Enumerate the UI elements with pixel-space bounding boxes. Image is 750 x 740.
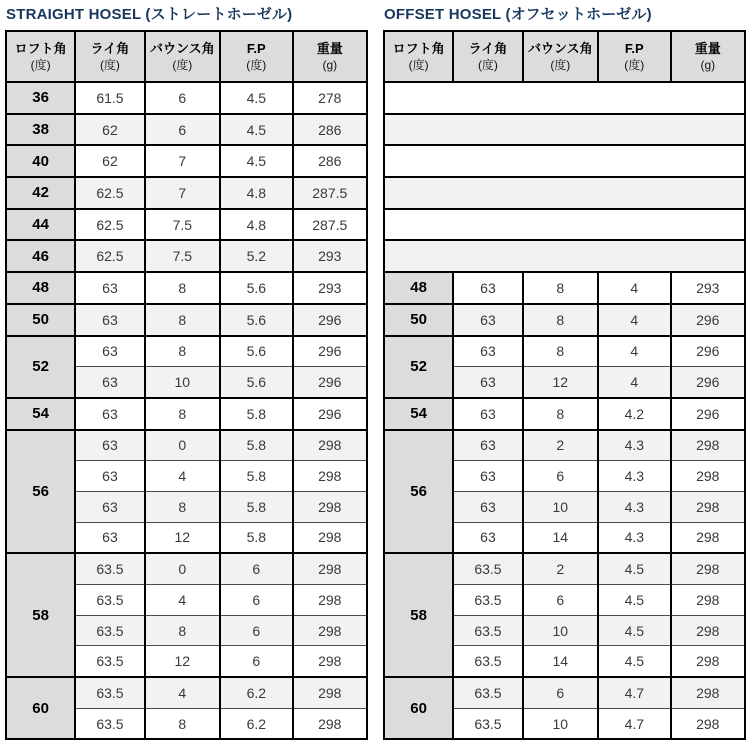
table-row bbox=[6, 430, 367, 461]
table-row bbox=[6, 304, 367, 336]
spec-cell-weight: 298 bbox=[293, 522, 367, 553]
table-row bbox=[6, 398, 367, 430]
spec-cell-bounce: 7.5 bbox=[145, 209, 220, 241]
spec-cell-fp: 6.2 bbox=[220, 708, 293, 739]
empty-row bbox=[384, 209, 745, 241]
loft-cell: 50 bbox=[384, 304, 453, 336]
spec-cell-bounce: 8 bbox=[145, 615, 220, 646]
spec-cell-weight: 296 bbox=[671, 367, 745, 398]
spec-cell-weight: 298 bbox=[293, 585, 367, 616]
column-header-unit: (度) bbox=[99, 58, 120, 72]
column-header-label: バウンス角 bbox=[528, 41, 593, 56]
spec-cell-fp: 4.7 bbox=[598, 708, 671, 739]
column-header-label: ライ角 bbox=[90, 41, 130, 56]
empty-cell bbox=[384, 209, 745, 241]
empty-cell bbox=[384, 114, 745, 146]
spec-cell-bounce: 12 bbox=[145, 646, 220, 677]
spec-cell-weight: 293 bbox=[671, 272, 745, 304]
loft-cell: 58 bbox=[6, 553, 75, 677]
spec-cell-lie: 63.5 bbox=[75, 585, 144, 616]
table-row bbox=[384, 304, 745, 336]
empty-cell bbox=[384, 82, 745, 114]
spec-cell-bounce: 8 bbox=[145, 336, 220, 367]
spec-cell-weight: 298 bbox=[671, 708, 745, 739]
spec-cell-lie: 63 bbox=[75, 398, 144, 430]
loft-cell: 58 bbox=[384, 553, 453, 677]
spec-cell-fp: 5.8 bbox=[220, 522, 293, 553]
loft-cell: 52 bbox=[384, 336, 453, 398]
column-header-label: ライ角 bbox=[468, 41, 508, 56]
spec-cell-lie: 63 bbox=[453, 491, 522, 522]
spec-cell-weight: 296 bbox=[671, 304, 745, 336]
empty-cell bbox=[384, 145, 745, 177]
table-body bbox=[6, 82, 367, 739]
spec-cell-bounce: 8 bbox=[523, 398, 598, 430]
spec-cell-fp: 5.8 bbox=[220, 430, 293, 461]
spec-cell-fp: 5.8 bbox=[220, 461, 293, 492]
table-row bbox=[6, 677, 367, 708]
loft-cell: 46 bbox=[6, 240, 75, 272]
spec-cell-weight: 298 bbox=[293, 708, 367, 739]
spec-cell-weight: 298 bbox=[671, 585, 745, 616]
spec-cell-weight: 298 bbox=[293, 461, 367, 492]
empty-row bbox=[384, 145, 745, 177]
spec-cell-fp: 4.5 bbox=[220, 82, 293, 114]
spec-cell-fp: 4.5 bbox=[598, 615, 671, 646]
spec-cell-fp: 4.7 bbox=[598, 677, 671, 708]
spec-cell-lie: 63 bbox=[75, 336, 144, 367]
loft-cell: 48 bbox=[6, 272, 75, 304]
spec-cell-weight: 296 bbox=[671, 336, 745, 367]
spec-cell-weight: 298 bbox=[293, 553, 367, 584]
spec-cell-weight: 298 bbox=[671, 491, 745, 522]
spec-cell-lie: 63 bbox=[75, 522, 144, 553]
spec-cell-bounce: 14 bbox=[523, 522, 598, 553]
spec-cell-weight: 298 bbox=[671, 461, 745, 492]
table-row bbox=[384, 430, 745, 461]
column-header-unit: (度) bbox=[550, 58, 571, 72]
column-header-4 bbox=[598, 31, 671, 82]
spec-cell-lie: 63.5 bbox=[75, 677, 144, 708]
spec-cell-lie: 63.5 bbox=[453, 646, 522, 677]
spec-cell-weight: 286 bbox=[293, 145, 367, 177]
spec-cell-lie: 63 bbox=[453, 522, 522, 553]
spec-cell-lie: 63.5 bbox=[75, 646, 144, 677]
table-row bbox=[6, 145, 367, 177]
spec-cell-weight: 286 bbox=[293, 114, 367, 146]
spec-cell-lie: 62 bbox=[75, 114, 144, 146]
spec-cell-bounce: 8 bbox=[523, 336, 598, 367]
spec-cell-lie: 63.5 bbox=[453, 677, 522, 708]
loft-cell: 44 bbox=[6, 209, 75, 241]
column-header-unit: (度) bbox=[246, 58, 267, 72]
spec-cell-fp: 6.2 bbox=[220, 677, 293, 708]
loft-cell: 60 bbox=[384, 677, 453, 739]
column-header-label: 重量 bbox=[316, 41, 343, 56]
offset-hosel-table bbox=[383, 30, 746, 740]
spec-cell-fp: 6 bbox=[220, 646, 293, 677]
spec-cell-weight: 287.5 bbox=[293, 209, 367, 241]
spec-cell-weight: 298 bbox=[293, 677, 367, 708]
spec-cell-lie: 63.5 bbox=[75, 708, 144, 739]
empty-cell bbox=[384, 177, 745, 209]
spec-cell-fp: 4.3 bbox=[598, 430, 671, 461]
spec-cell-weight: 298 bbox=[293, 615, 367, 646]
spec-cell-fp: 4.3 bbox=[598, 491, 671, 522]
spec-cell-bounce: 6 bbox=[523, 677, 598, 708]
loft-cell: 56 bbox=[384, 430, 453, 554]
table-row bbox=[6, 553, 367, 584]
straight-hosel-table bbox=[5, 30, 368, 740]
spec-cell-weight: 293 bbox=[293, 240, 367, 272]
spec-cell-fp: 4 bbox=[598, 304, 671, 336]
spec-cell-bounce: 6 bbox=[145, 114, 220, 146]
spec-cell-bounce: 6 bbox=[523, 461, 598, 492]
spec-cell-weight: 296 bbox=[293, 398, 367, 430]
spec-cell-fp: 5.6 bbox=[220, 304, 293, 336]
spec-cell-bounce: 10 bbox=[523, 615, 598, 646]
column-header-unit: (度) bbox=[624, 58, 645, 72]
loft-cell: 38 bbox=[6, 114, 75, 146]
spec-cell-lie: 63 bbox=[75, 461, 144, 492]
spec-cell-bounce: 6 bbox=[523, 585, 598, 616]
spec-cell-bounce: 7.5 bbox=[145, 240, 220, 272]
straight-hosel-title: STRAIGHT HOSEL (ストレートホーゼル) bbox=[6, 6, 293, 23]
spec-cell-fp: 6 bbox=[220, 585, 293, 616]
loft-cell: 48 bbox=[384, 272, 453, 304]
spec-cell-lie: 63 bbox=[75, 304, 144, 336]
offset-hosel-section bbox=[383, 3, 746, 732]
column-header-unit: (g) bbox=[322, 58, 338, 72]
spec-cell-weight: 287.5 bbox=[293, 177, 367, 209]
spec-cell-lie: 63 bbox=[453, 367, 522, 398]
column-header-label: ロフト角 bbox=[392, 41, 445, 56]
column-header-1 bbox=[384, 31, 453, 82]
empty-row bbox=[384, 177, 745, 209]
spec-cell-lie: 63 bbox=[453, 272, 522, 304]
spec-cell-bounce: 6 bbox=[145, 82, 220, 114]
spec-cell-weight: 298 bbox=[671, 615, 745, 646]
table-row bbox=[384, 398, 745, 430]
spec-cell-lie: 63 bbox=[453, 336, 522, 367]
spec-cell-fp: 5.8 bbox=[220, 491, 293, 522]
column-header-unit: (度) bbox=[408, 58, 429, 72]
column-header-label: F.P bbox=[624, 41, 644, 56]
column-header-unit: (g) bbox=[700, 58, 716, 72]
empty-row bbox=[384, 240, 745, 272]
table-row bbox=[6, 82, 367, 114]
column-header-unit: (度) bbox=[30, 58, 51, 72]
spec-cell-weight: 278 bbox=[293, 82, 367, 114]
empty-row bbox=[384, 114, 745, 146]
spec-cell-fp: 4.3 bbox=[598, 522, 671, 553]
table-row bbox=[384, 336, 745, 367]
spec-cell-bounce: 10 bbox=[145, 367, 220, 398]
spec-cell-fp: 4.5 bbox=[598, 585, 671, 616]
spec-cell-bounce: 8 bbox=[145, 304, 220, 336]
table-header bbox=[384, 31, 745, 82]
spec-cell-fp: 5.8 bbox=[220, 398, 293, 430]
spec-cell-lie: 63 bbox=[75, 491, 144, 522]
spec-cell-bounce: 8 bbox=[145, 708, 220, 739]
spec-cell-fp: 4 bbox=[598, 367, 671, 398]
table-row bbox=[384, 272, 745, 304]
table-row bbox=[6, 114, 367, 146]
spec-cell-bounce: 2 bbox=[523, 553, 598, 584]
spec-cell-weight: 296 bbox=[293, 367, 367, 398]
spec-cell-lie: 63.5 bbox=[75, 615, 144, 646]
spec-cell-weight: 296 bbox=[671, 398, 745, 430]
spec-cell-fp: 4.2 bbox=[598, 398, 671, 430]
loft-cell: 50 bbox=[6, 304, 75, 336]
spec-cell-fp: 5.2 bbox=[220, 240, 293, 272]
spec-cell-bounce: 2 bbox=[523, 430, 598, 461]
column-header-label: F.P bbox=[246, 41, 266, 56]
spec-cell-bounce: 12 bbox=[523, 367, 598, 398]
spec-cell-lie: 62.5 bbox=[75, 209, 144, 241]
empty-cell bbox=[384, 240, 745, 272]
spec-cell-fp: 5.6 bbox=[220, 367, 293, 398]
column-header-2 bbox=[75, 31, 144, 82]
loft-cell: 42 bbox=[6, 177, 75, 209]
spec-cell-fp: 4.5 bbox=[220, 145, 293, 177]
spec-cell-bounce: 4 bbox=[145, 677, 220, 708]
table-row bbox=[384, 677, 745, 708]
spec-cell-fp: 4.5 bbox=[220, 114, 293, 146]
column-header-5 bbox=[671, 31, 745, 82]
table-header bbox=[6, 31, 367, 82]
spec-cell-lie: 63 bbox=[453, 461, 522, 492]
spec-cell-bounce: 8 bbox=[145, 491, 220, 522]
table-row bbox=[6, 272, 367, 304]
spec-cell-fp: 4.5 bbox=[598, 553, 671, 584]
loft-cell: 60 bbox=[6, 677, 75, 739]
spec-cell-fp: 4.3 bbox=[598, 461, 671, 492]
column-header-3 bbox=[523, 31, 598, 82]
spec-cell-fp: 6 bbox=[220, 615, 293, 646]
column-header-2 bbox=[453, 31, 522, 82]
spec-cell-bounce: 8 bbox=[523, 304, 598, 336]
spec-cell-fp: 5.6 bbox=[220, 272, 293, 304]
spec-cell-weight: 298 bbox=[671, 677, 745, 708]
spec-cell-bounce: 8 bbox=[145, 398, 220, 430]
spec-cell-weight: 298 bbox=[293, 646, 367, 677]
spec-cell-lie: 63.5 bbox=[453, 585, 522, 616]
spec-cell-lie: 63.5 bbox=[453, 708, 522, 739]
table-row bbox=[6, 240, 367, 272]
table-row bbox=[6, 177, 367, 209]
spec-cell-weight: 298 bbox=[671, 553, 745, 584]
spec-cell-weight: 298 bbox=[293, 430, 367, 461]
spec-cell-bounce: 10 bbox=[523, 491, 598, 522]
spec-cell-weight: 293 bbox=[293, 272, 367, 304]
spec-cell-lie: 63 bbox=[453, 304, 522, 336]
spec-cell-lie: 63 bbox=[453, 398, 522, 430]
loft-cell: 54 bbox=[384, 398, 453, 430]
spec-cell-bounce: 10 bbox=[523, 708, 598, 739]
spec-cell-fp: 4 bbox=[598, 272, 671, 304]
column-header-3 bbox=[145, 31, 220, 82]
table-row bbox=[384, 553, 745, 584]
spec-cell-bounce: 12 bbox=[145, 522, 220, 553]
spec-cell-fp: 5.6 bbox=[220, 336, 293, 367]
column-header-label: 重量 bbox=[694, 41, 721, 56]
loft-cell: 56 bbox=[6, 430, 75, 554]
spec-cell-bounce: 7 bbox=[145, 145, 220, 177]
spec-cell-bounce: 14 bbox=[523, 646, 598, 677]
straight-hosel-section bbox=[5, 3, 368, 732]
spec-cell-bounce: 8 bbox=[145, 272, 220, 304]
empty-row bbox=[384, 82, 745, 114]
header-row bbox=[384, 31, 745, 82]
column-header-label: ロフト角 bbox=[14, 41, 67, 56]
column-header-5 bbox=[293, 31, 367, 82]
spec-cell-weight: 298 bbox=[671, 646, 745, 677]
column-header-unit: (度) bbox=[477, 58, 498, 72]
spec-cell-lie: 63.5 bbox=[453, 553, 522, 584]
spec-cell-fp: 4.5 bbox=[598, 646, 671, 677]
spec-cell-weight: 298 bbox=[671, 522, 745, 553]
loft-cell: 52 bbox=[6, 336, 75, 398]
offset-hosel-title: OFFSET HOSEL (オフセットホーゼル) bbox=[384, 6, 652, 23]
column-header-unit: (度) bbox=[172, 58, 193, 72]
table-row bbox=[6, 209, 367, 241]
spec-cell-lie: 61.5 bbox=[75, 82, 144, 114]
loft-cell: 40 bbox=[6, 145, 75, 177]
header-row bbox=[6, 31, 367, 82]
spec-cell-weight: 296 bbox=[293, 304, 367, 336]
spec-cell-fp: 4 bbox=[598, 336, 671, 367]
table-body bbox=[384, 82, 745, 739]
spec-cell-lie: 62 bbox=[75, 145, 144, 177]
spec-cell-bounce: 8 bbox=[523, 272, 598, 304]
loft-cell: 36 bbox=[6, 82, 75, 114]
spec-cell-lie: 63 bbox=[75, 367, 144, 398]
spec-cell-weight: 296 bbox=[293, 336, 367, 367]
spec-cell-bounce: 4 bbox=[145, 461, 220, 492]
spec-cell-fp: 4.8 bbox=[220, 177, 293, 209]
spec-cell-lie: 62.5 bbox=[75, 240, 144, 272]
spec-cell-weight: 298 bbox=[671, 430, 745, 461]
spec-cell-bounce: 4 bbox=[145, 585, 220, 616]
column-header-1 bbox=[6, 31, 75, 82]
loft-cell: 54 bbox=[6, 398, 75, 430]
spec-cell-bounce: 0 bbox=[145, 553, 220, 584]
spec-cell-fp: 4.8 bbox=[220, 209, 293, 241]
spec-cell-lie: 63.5 bbox=[453, 615, 522, 646]
spec-cell-lie: 62.5 bbox=[75, 177, 144, 209]
table-row bbox=[6, 336, 367, 367]
spec-cell-fp: 6 bbox=[220, 553, 293, 584]
column-header-label: バウンス角 bbox=[150, 41, 215, 56]
spec-cell-bounce: 0 bbox=[145, 430, 220, 461]
spec-cell-weight: 298 bbox=[293, 491, 367, 522]
spec-cell-lie: 63 bbox=[75, 430, 144, 461]
spec-cell-lie: 63.5 bbox=[75, 553, 144, 584]
spec-cell-bounce: 7 bbox=[145, 177, 220, 209]
column-header-4 bbox=[220, 31, 293, 82]
spec-cell-lie: 63 bbox=[453, 430, 522, 461]
spec-cell-lie: 63 bbox=[75, 272, 144, 304]
